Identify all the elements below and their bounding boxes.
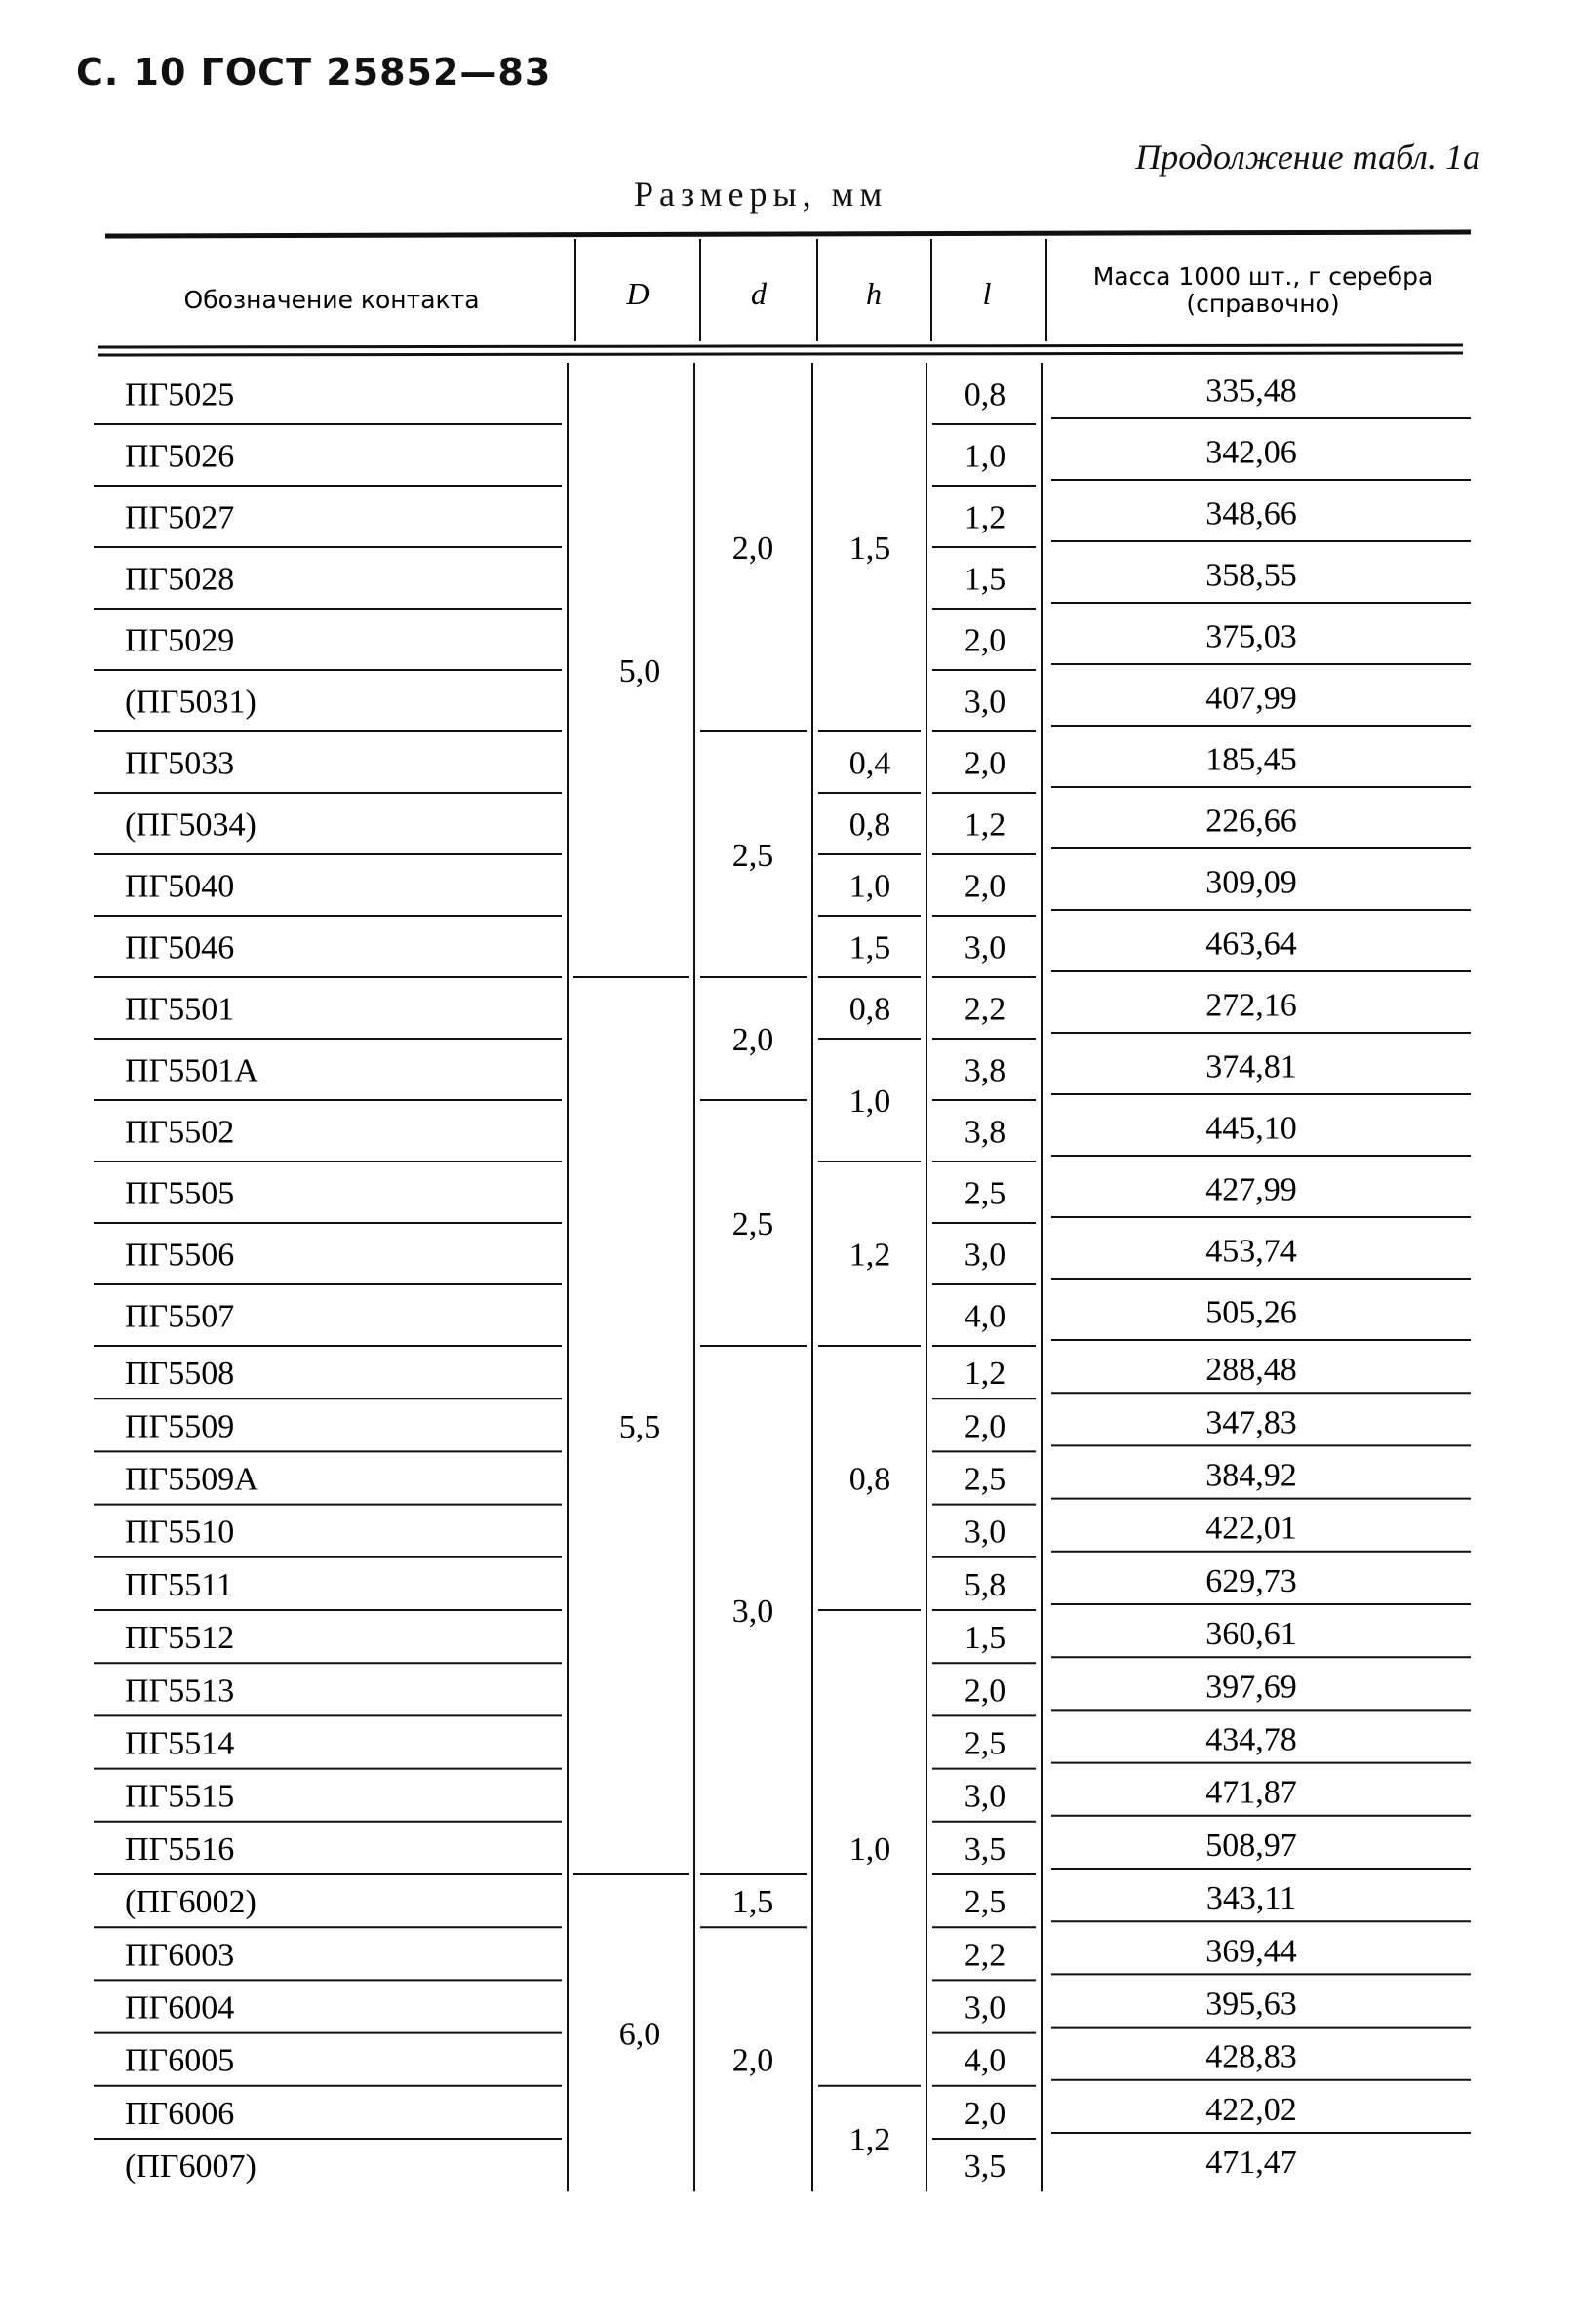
col-header-mass-line1: Масса 1000 шт., г серебра (1092, 262, 1434, 291)
h-cell: 1,5 (848, 929, 891, 966)
mass-cell: 629,73 (1205, 1562, 1297, 1599)
designation-cell: ПГ6006 (125, 2095, 235, 2132)
mass-cell: 422,01 (1205, 1510, 1297, 1547)
mass-cell: 342,06 (1205, 434, 1297, 471)
designation-cell: ПГ6003 (125, 1937, 235, 1974)
l-cell: 2,0 (964, 1408, 1006, 1445)
mass-cell: 343,11 (1205, 1880, 1297, 1917)
mass-cell: 422,02 (1205, 2091, 1297, 2128)
l-cell: 2,0 (964, 622, 1006, 659)
h-cell: 0,8 (848, 1461, 891, 1498)
l-cell: 3,0 (964, 1778, 1006, 1815)
l-cell: 1,5 (964, 1620, 1006, 1657)
designation-cell: ПГ5026 (125, 438, 235, 475)
designation-cell: ПГ5509А (125, 1461, 258, 1498)
designation-cell: ПГ5509 (125, 1408, 235, 1445)
mass-cell: 471,87 (1205, 1774, 1297, 1811)
designation-cell: ПГ5501 (125, 991, 235, 1028)
header-bottom-rule (98, 345, 1463, 347)
h-cell: 1,0 (848, 1831, 891, 1868)
l-cell: 1,0 (964, 438, 1006, 475)
designation-cell: ПГ6005 (125, 2042, 235, 2079)
h-cell: 1,2 (848, 2122, 891, 2158)
mass-cell: 395,63 (1205, 1986, 1297, 2023)
mass-cell: 348,66 (1205, 495, 1297, 532)
col-header-h: h (866, 276, 882, 311)
designation-cell: ПГ5507 (125, 1298, 235, 1335)
l-cell: 2,0 (964, 1673, 1006, 1710)
mass-cell: 428,83 (1205, 2038, 1297, 2075)
l-cell: 2,0 (964, 868, 1006, 905)
designation-cell: ПГ5505 (125, 1175, 235, 1212)
l-cell: 3,0 (964, 1989, 1006, 2027)
l-cell: 3,0 (964, 929, 1006, 966)
table-units-caption: Размеры, мм (634, 175, 888, 214)
designation-cell: ПГ5502 (125, 1114, 235, 1151)
d-cell: 1,5 (731, 1884, 774, 1921)
designation-cell: ПГ5515 (125, 1778, 235, 1815)
l-cell: 2,0 (964, 745, 1006, 782)
mass-cell: 347,83 (1205, 1404, 1297, 1441)
designation-cell: ПГ5510 (125, 1514, 235, 1551)
h-cell: 1,5 (848, 531, 891, 567)
designation-cell: (ПГ5031) (125, 684, 256, 721)
col-header-D: D (626, 276, 650, 311)
h-cell: 0,8 (848, 807, 891, 844)
designation-cell: ПГ5501А (125, 1052, 258, 1089)
l-cell: 1,2 (964, 499, 1006, 536)
mass-cell: 309,09 (1205, 864, 1297, 901)
designation-cell: ПГ5028 (125, 561, 235, 598)
table-body (94, 363, 1471, 2191)
designation-cell: ПГ5029 (125, 622, 235, 659)
col-header-designation: Обозначение контакта (183, 286, 480, 314)
mass-cell: 434,78 (1205, 1721, 1297, 1758)
l-cell: 2,5 (964, 1175, 1006, 1212)
designation-cell: ПГ5512 (125, 1620, 235, 1657)
col-header-l: l (982, 276, 992, 311)
designation-cell: ПГ5516 (125, 1831, 235, 1868)
l-cell: 3,8 (964, 1114, 1006, 1151)
mass-cell: 288,48 (1205, 1352, 1297, 1389)
mass-cell: 463,64 (1205, 926, 1297, 963)
mass-cell: 360,61 (1205, 1616, 1297, 1653)
mass-cell: 226,66 (1205, 803, 1297, 840)
l-cell: 3,0 (964, 684, 1006, 721)
h-cell: 1,0 (848, 868, 891, 905)
designation-cell: (ПГ6007) (125, 2148, 256, 2186)
D-cell: 5,0 (618, 653, 661, 689)
l-cell: 4,0 (964, 1298, 1006, 1335)
designation-cell: ПГ5033 (125, 745, 235, 782)
mass-cell: 445,10 (1205, 1110, 1297, 1147)
designation-cell: ПГ5027 (125, 499, 235, 536)
table-top-rule (105, 232, 1471, 236)
l-cell: 0,8 (964, 376, 1006, 414)
mass-cell: 185,45 (1205, 741, 1297, 778)
l-cell: 4,0 (964, 2042, 1006, 2079)
mass-cell: 374,81 (1205, 1048, 1297, 1085)
mass-cell: 453,74 (1205, 1233, 1297, 1270)
l-cell: 3,0 (964, 1514, 1006, 1551)
page-title: С. 10 ГОСТ 25852—83 (76, 51, 552, 94)
mass-cell: 384,92 (1205, 1457, 1297, 1494)
designation-cell: (ПГ5034) (125, 807, 256, 844)
designation-cell: ПГ5511 (125, 1566, 233, 1603)
mass-cell: 427,99 (1205, 1171, 1297, 1208)
designation-cell: (ПГ6002) (125, 1884, 256, 1921)
d-cell: 2,5 (731, 838, 774, 874)
l-cell: 1,2 (964, 807, 1006, 844)
l-cell: 5,8 (964, 1566, 1006, 1603)
D-cell: 6,0 (618, 2016, 661, 2053)
h-cell: 0,8 (848, 991, 891, 1028)
h-cell: 0,4 (848, 745, 891, 782)
h-cell: 1,0 (848, 1083, 891, 1120)
col-header-d: d (751, 276, 767, 311)
header-bottom-rule-2 (98, 353, 1463, 355)
designation-cell: ПГ5025 (125, 376, 235, 414)
mass-cell: 471,47 (1205, 2145, 1297, 2182)
designation-cell: ПГ5040 (125, 868, 235, 905)
designation-cell: ПГ6004 (125, 1989, 235, 2027)
l-cell: 3,0 (964, 1237, 1006, 1274)
d-cell: 2,0 (731, 1022, 774, 1058)
mass-cell: 505,26 (1205, 1294, 1297, 1331)
d-cell: 2,0 (731, 2042, 774, 2079)
mass-cell: 397,69 (1205, 1669, 1297, 1706)
designation-cell: ПГ5513 (125, 1673, 235, 1710)
D-cell: 5,5 (618, 1409, 661, 1445)
mass-cell: 508,97 (1205, 1827, 1297, 1864)
mass-cell: 375,03 (1205, 618, 1297, 655)
l-cell: 2,5 (964, 1461, 1006, 1498)
designation-cell: ПГ5046 (125, 929, 235, 966)
l-cell: 1,2 (964, 1356, 1006, 1393)
mass-cell: 407,99 (1205, 680, 1297, 717)
designation-cell: ПГ5508 (125, 1356, 235, 1393)
l-cell: 1,5 (964, 561, 1006, 598)
l-cell: 2,5 (964, 1725, 1006, 1762)
designation-cell: ПГ5506 (125, 1237, 235, 1274)
d-cell: 2,0 (731, 531, 774, 567)
mass-cell: 358,55 (1205, 557, 1297, 594)
designation-cell: ПГ5514 (125, 1725, 235, 1762)
l-cell: 2,5 (964, 1884, 1006, 1921)
col-header-mass-line2: (справочно) (1186, 290, 1340, 318)
l-cell: 3,8 (964, 1052, 1006, 1089)
l-cell: 2,2 (964, 991, 1006, 1028)
l-cell: 3,5 (964, 2148, 1006, 2186)
mass-cell: 272,16 (1205, 987, 1297, 1024)
l-cell: 3,5 (964, 1831, 1006, 1868)
mass-cell: 369,44 (1205, 1933, 1297, 1970)
table-continuation-label: Продолжение табл. 1а (1135, 138, 1480, 177)
mass-cell: 335,48 (1205, 373, 1297, 410)
d-cell: 3,0 (731, 1594, 774, 1630)
d-cell: 2,5 (731, 1206, 774, 1242)
l-cell: 2,2 (964, 1937, 1006, 1974)
h-cell: 1,2 (848, 1237, 891, 1274)
l-cell: 2,0 (964, 2095, 1006, 2132)
